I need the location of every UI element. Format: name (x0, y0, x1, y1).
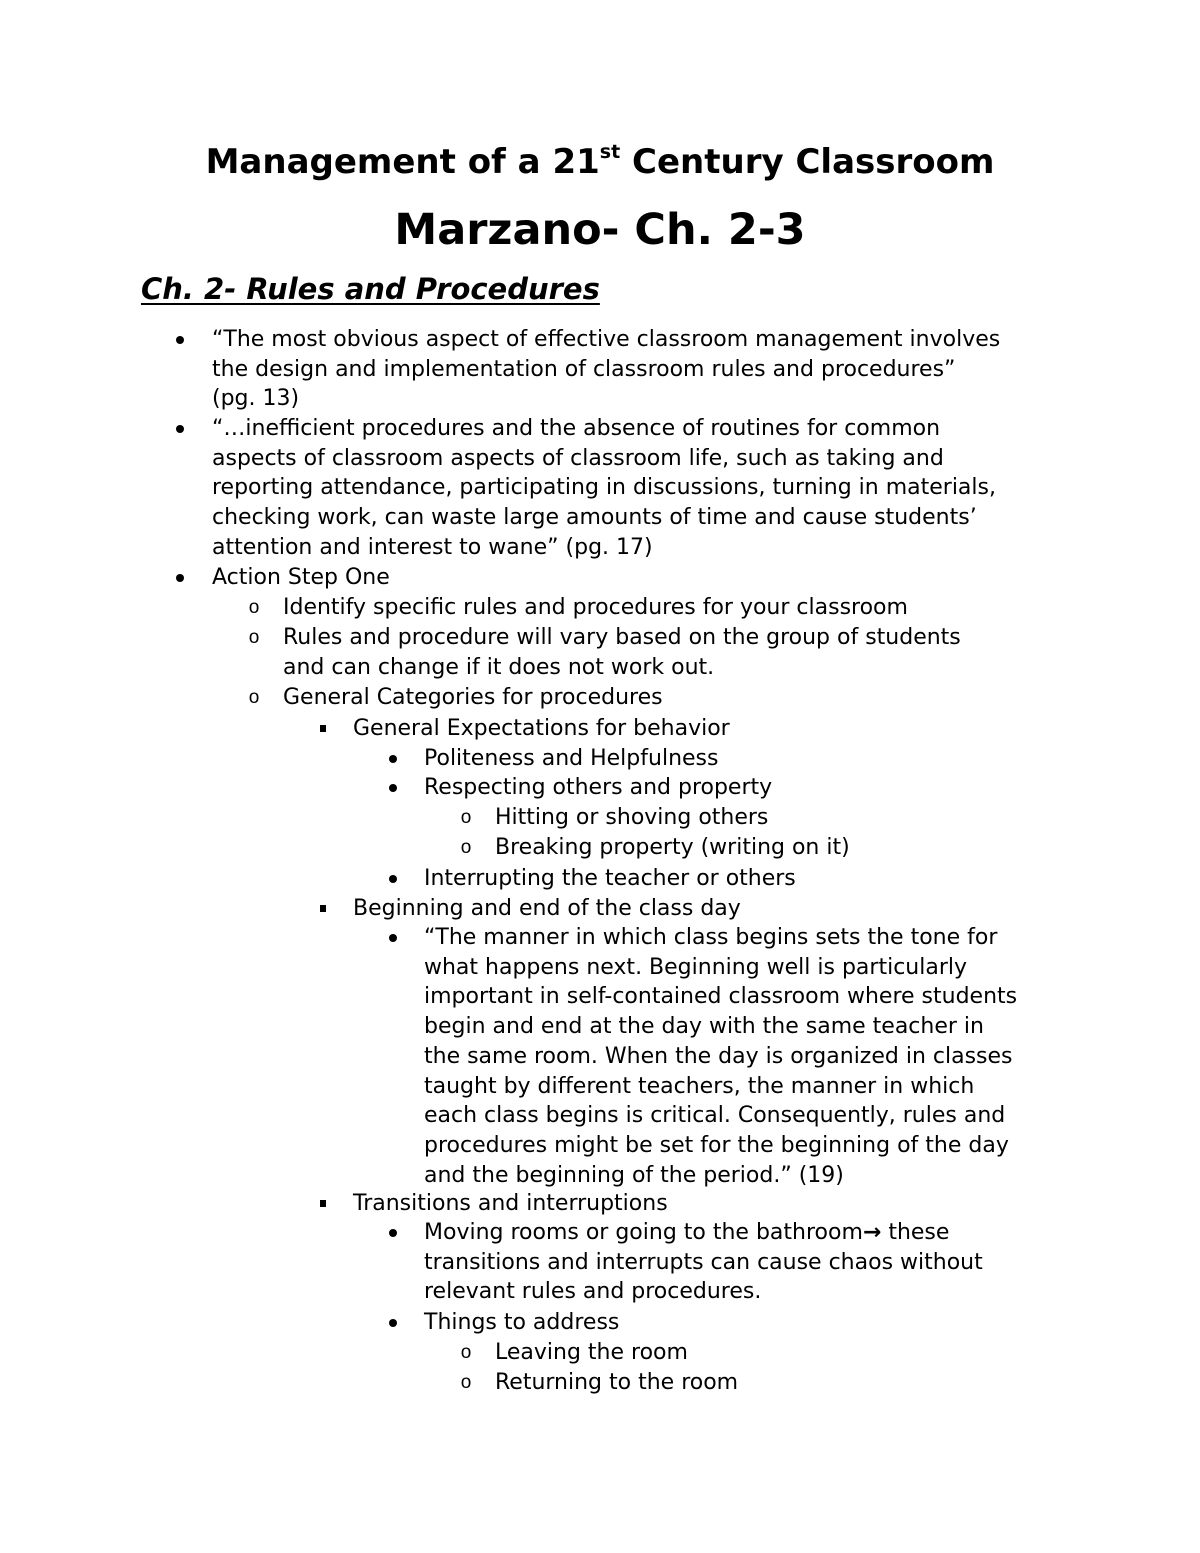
list-item-text: transitions and interrupts can cause chaos without (424, 1249, 983, 1275)
list-item-level1 (283, 683, 663, 713)
list-item-level3 (424, 744, 718, 774)
list-item-level1 (283, 593, 908, 623)
bullet-circle-icon: o (248, 687, 260, 708)
list-item-text-part: Moving rooms or going to the bathroom (424, 1220, 863, 1245)
list-item-level4 (495, 833, 850, 863)
list-item-text: Returning to the room (495, 1370, 739, 1395)
list-item-level4 (495, 1338, 688, 1368)
list-item-text: the same room. When the day is organized in classes (424, 1043, 1013, 1069)
list-item-text (424, 1218, 983, 1248)
list-item-level4 (495, 1368, 738, 1398)
list-item-level2 (353, 714, 730, 744)
list-item-text: General Expectations for behavior (353, 716, 730, 741)
list-item-level0 (212, 325, 1000, 414)
list-item-text: what happens next. Beginning well is particularly (424, 954, 968, 980)
title-text-part1: Management of a 21 (205, 142, 600, 182)
list-item-level0 (212, 563, 390, 593)
list-item-text: Leaving the room (495, 1340, 688, 1365)
list-item-level4 (495, 803, 768, 833)
list-item-text: aspects of classroom aspects of classroom life, such as taking and (212, 445, 944, 471)
bullet-circle-icon: o (248, 597, 260, 618)
list-item-text: Transitions and interruptions (353, 1191, 668, 1216)
list-item-text: and the beginning of the period.” (19) (424, 1162, 844, 1188)
list-item-text: Hitting or shoving others (495, 805, 769, 830)
list-item-text: Beginning and end of the class day (353, 896, 741, 921)
list-item-level3 (424, 923, 1017, 1190)
list-item-text: checking work, can waste large amounts of time and cause students’ (212, 505, 977, 531)
list-item-text: “The manner in which class begins sets the tone for (424, 925, 998, 950)
list-item-level3 (424, 1218, 983, 1307)
list-item-text: Rules and procedure will vary based on the group of students (283, 625, 961, 650)
list-item-text: Things to address (424, 1310, 620, 1335)
document-subtitle: Marzano- Ch. 2-3 (394, 205, 806, 255)
list-item-text-part: these (881, 1220, 950, 1245)
bullet-circle-icon: o (248, 627, 260, 648)
list-item-text: procedures might be set for the beginning of the day (424, 1132, 1009, 1158)
list-item-text: Identify specific rules and procedures for your classroom (283, 595, 908, 620)
section-heading: Ch. 2- Rules and Procedures (141, 272, 600, 306)
document-title (0, 140, 1200, 184)
list-item-text: taught by different teachers, the manner in which (424, 1073, 975, 1099)
list-item-text: Politeness and Helpfulness (424, 746, 719, 771)
list-item-text: important in self-contained classroom where students (424, 984, 1018, 1010)
list-item-level1 (283, 623, 961, 682)
title-superscript: st (599, 141, 621, 163)
bullet-circle-icon: o (460, 807, 472, 828)
list-item-text: relevant rules and procedures. (424, 1279, 762, 1305)
list-item-text: Respecting others and property (424, 775, 773, 800)
list-item-level3 (424, 1308, 619, 1338)
list-item-text: “The most obvious aspect of effective classroom management involves (212, 327, 1001, 352)
list-item-text: attention and interest to wane” (pg. 17) (212, 534, 653, 560)
list-item-text: the design and implementation of classroom rules and procedures” (212, 356, 956, 382)
list-item-text: begin and end at the day with the same teacher in (424, 1014, 984, 1040)
arrow-right-icon: → (862, 1220, 882, 1245)
list-item-level2 (353, 894, 741, 924)
list-item-text: and can change if it does not work out. (283, 654, 715, 680)
bullet-circle-icon: o (460, 1372, 472, 1393)
list-item-text: General Categories for procedures (283, 685, 663, 710)
list-item-level3 (424, 773, 772, 803)
list-item-text: Interrupting the teacher or others (424, 866, 796, 891)
list-item-text: “…inefficient procedures and the absence of routines for common (212, 416, 941, 441)
bullet-circle-icon: o (460, 837, 472, 858)
list-item-level3 (424, 864, 796, 894)
list-item-text: Breaking property (writing on it) (495, 835, 850, 860)
list-item-text: reporting attendance, participating in discussions, turning in materials, (212, 475, 996, 501)
list-item-level2 (353, 1189, 668, 1219)
list-item-text: Action Step One (212, 565, 390, 590)
title-text-part2: Century Classroom (620, 142, 995, 182)
list-item-text: each class begins is critical. Consequently, rules and (424, 1103, 1006, 1129)
list-item-text: (pg. 13) (212, 386, 300, 412)
bullet-circle-icon: o (460, 1342, 472, 1363)
list-item-level0 (212, 414, 996, 563)
